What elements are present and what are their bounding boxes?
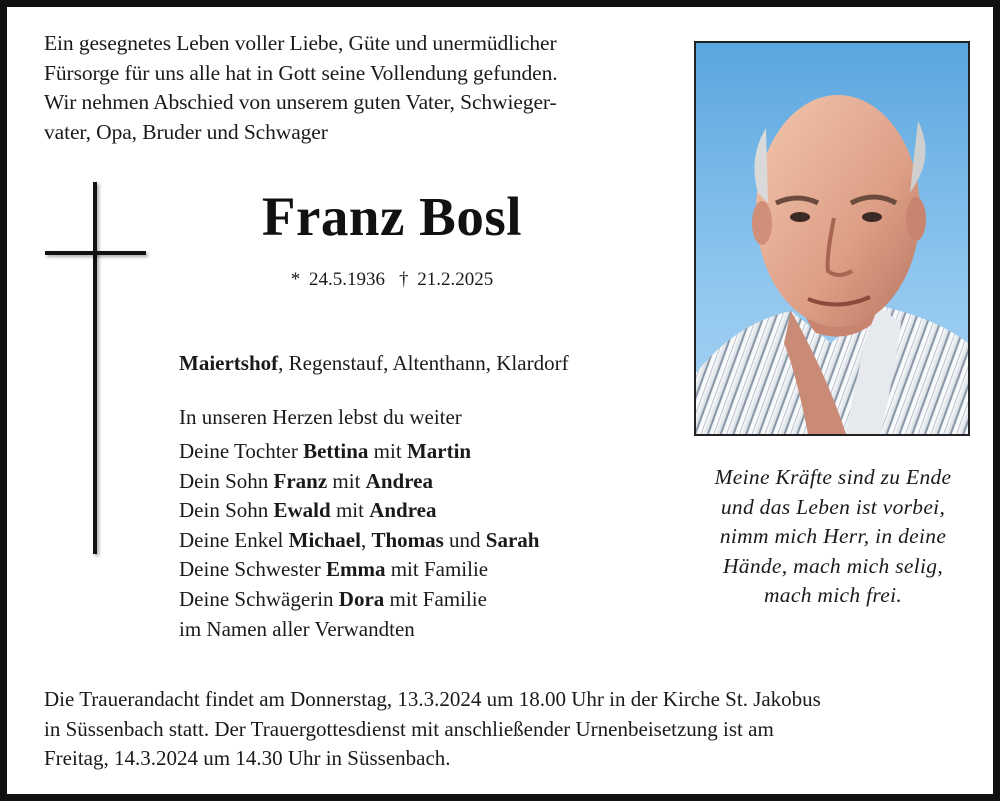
mourner-text: mit [368, 439, 407, 463]
intro-text [44, 29, 674, 147]
service-info [44, 685, 984, 774]
mourner-name: Ewald [273, 498, 331, 523]
verse-line: Hände, mach mich selig, [722, 553, 944, 578]
mourner-text: Dein Sohn [179, 468, 274, 493]
mourner-line [179, 615, 539, 645]
mourner-text: Deine Schwester [179, 557, 326, 582]
mourner-text: im Namen aller Verwandten [179, 616, 415, 641]
mourner-name: Franz [273, 468, 328, 493]
mourner-line [179, 555, 539, 585]
intro-line: Ein gesegnetes Leben voller Liebe, Güte und unermüdlicher [44, 31, 557, 55]
mourner-line [179, 585, 539, 615]
portrait-illustration [696, 43, 968, 434]
mourner-line [179, 496, 539, 526]
place-rest: , Regenstauf, Altenthann, Klardorf [278, 351, 569, 375]
verse-line: nimm mich Herr, in deine [719, 524, 947, 548]
mourner-line [179, 467, 539, 497]
mourner-list [179, 437, 539, 644]
cross-icon-vertical-bar [93, 182, 97, 554]
portrait-photo [694, 41, 970, 436]
mourner-name: Thomas [371, 527, 444, 552]
mourner-text: mit Familie [385, 557, 489, 582]
mourner-name: Sarah [485, 527, 540, 552]
mourner-text: Deine Enkel [179, 527, 289, 552]
mourner-name: Andrea [369, 498, 437, 523]
mourner-text: Dein Sohn [179, 498, 274, 523]
intro-line: Fürsorge für uns alle hat in Gott seine Vollendung gefunden. [44, 60, 558, 85]
life-dates [157, 267, 627, 293]
mourner-name: Andrea [365, 468, 433, 493]
mourner-text: und [443, 527, 486, 552]
mourner-name: Bettina [303, 439, 369, 463]
mourner-text: mit Familie [384, 586, 487, 611]
mourner-text: Deine Schwägerin [179, 586, 339, 611]
verse-line: Meine Kräfte sind zu Ende [714, 465, 952, 489]
verse-line: und das Leben ist vorbei, [720, 494, 946, 519]
verse-line: mach mich frei. [763, 583, 903, 607]
mourner-text: , [360, 527, 372, 552]
mourner-text: Deine Tochter [179, 439, 304, 463]
intro-line: Wir nehmen Abschied von unserem guten Vater, Schwieger- [44, 90, 557, 114]
verse [683, 463, 983, 611]
intro-line: vater, Opa, Bruder und Schwager [44, 119, 328, 144]
death-date: † 21.2.2025 [399, 269, 494, 290]
deceased-name: Franz Bosl [261, 186, 523, 247]
mourner-text: mit [330, 498, 370, 523]
birth-date: * 24.5.1936 [290, 269, 385, 290]
cross-icon-horizontal-bar [45, 251, 146, 255]
mourner-name: Michael [288, 527, 361, 552]
mourner-text: mit [327, 468, 366, 493]
service-line: in Süssenbach statt. Der Trauergottesdienst mit anschließender Urnenbeisetzung ist am [44, 716, 774, 741]
place-primary: Maiertshof [179, 351, 279, 375]
mourner-name: Dora [338, 586, 385, 611]
service-line: Freitag, 14.3.2024 um 14.30 Uhr in Süssenbach. [44, 746, 451, 770]
mourner-line [179, 526, 539, 556]
mourner-name: Emma [325, 557, 386, 582]
heart-line: In unseren Herzen lebst du weiter [179, 405, 462, 429]
mourner-line [179, 437, 539, 467]
service-line: Die Trauerandacht findet am Donnerstag, 13.3.2024 um 18.00 Uhr in der Kirche St. Jakobus [44, 687, 821, 711]
mourner-name: Martin [406, 439, 472, 463]
place-list [179, 349, 569, 377]
